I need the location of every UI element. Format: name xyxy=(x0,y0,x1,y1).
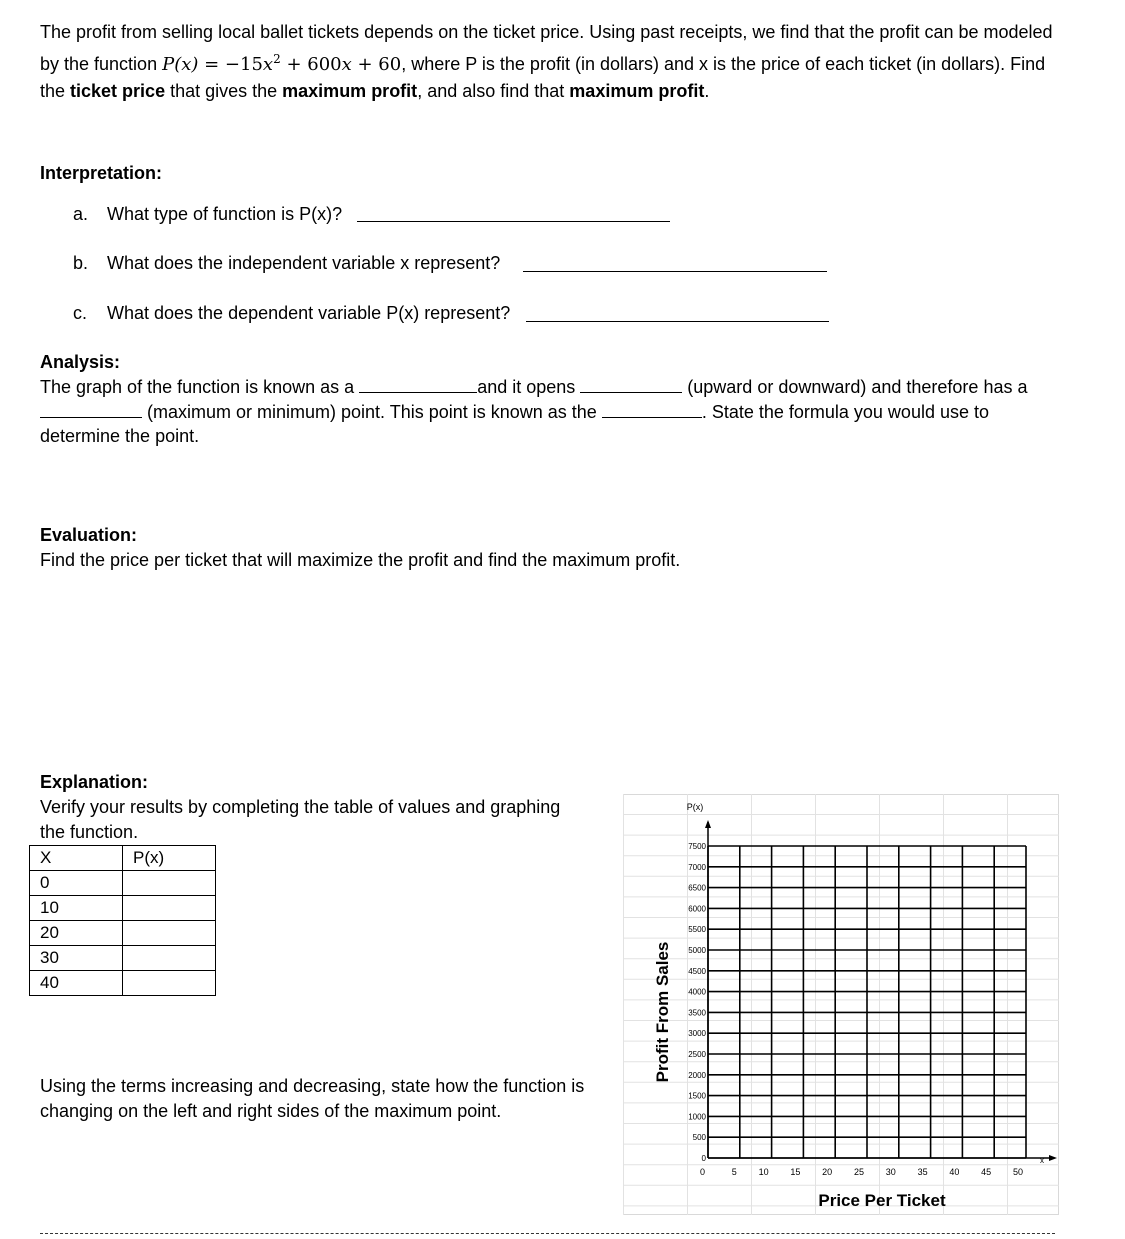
table-cell-x: 0 xyxy=(30,871,123,896)
y-tick-label: 7500 xyxy=(688,842,706,851)
x-tick-label: 50 xyxy=(1012,1167,1023,1177)
y-tick-label: 4000 xyxy=(688,987,706,997)
y-tick-label: 3000 xyxy=(688,1029,706,1039)
analysis-heading: Analysis: xyxy=(40,352,121,372)
table-row xyxy=(30,871,216,896)
y-tick-label: 7000 xyxy=(688,862,706,872)
table-row xyxy=(30,946,216,971)
chart-frame xyxy=(624,795,1059,1215)
question-increasing-2: changing on the left and right sides of the maximum point. xyxy=(40,1101,502,1121)
table-header-x: X xyxy=(30,846,123,871)
y-tick-label: 3500 xyxy=(688,1008,706,1018)
x-tick-label: 45 xyxy=(981,1167,992,1177)
blank-graph-name[interactable] xyxy=(359,378,477,393)
y-tick-label: 6500 xyxy=(688,883,706,893)
item-b-letter: b. xyxy=(73,253,89,273)
y-tick-label: 500 xyxy=(692,1133,706,1143)
y-tick-label: 1000 xyxy=(688,1112,706,1122)
item-a-letter: a. xyxy=(73,204,89,224)
item-c-letter: c. xyxy=(73,303,88,323)
evaluation-heading: Evaluation: xyxy=(40,525,138,545)
blank-opens[interactable] xyxy=(580,378,682,393)
y-axis-title: Profit From Sales xyxy=(653,941,672,1083)
table-cell-x: 10 xyxy=(30,896,123,921)
x-tick-label: 30 xyxy=(885,1167,896,1177)
y-tick-label: 4500 xyxy=(688,966,706,976)
x-tick-label: 15 xyxy=(790,1167,801,1177)
item-a-question: What type of function is P(x)? xyxy=(107,204,343,224)
table-header-px: P(x) xyxy=(123,846,216,871)
y-tick-label: 1500 xyxy=(688,1091,706,1101)
table-cell-px[interactable] xyxy=(123,946,216,971)
x-tick-label: 10 xyxy=(758,1167,769,1177)
item-c-question: What does the dependent variable P(x) represent? xyxy=(107,303,511,323)
item-b-question: What does the independent variable x represent? xyxy=(107,253,501,273)
table-cell-x: 20 xyxy=(30,921,123,946)
table-row xyxy=(30,921,216,946)
analysis-line-2: (maximum or minimum) point. This point is known as the . State the formula you would use to xyxy=(40,399,989,425)
x-tick-label: 35 xyxy=(917,1167,928,1177)
y-tick-label: 6000 xyxy=(688,904,706,914)
answer-line-b[interactable] xyxy=(523,257,827,272)
question-increasing-1: Using the terms increasing and decreasing, state how the function is xyxy=(40,1076,585,1096)
x-tick-label: 0 xyxy=(699,1167,705,1177)
table-cell-px[interactable] xyxy=(123,971,216,996)
answer-line-a[interactable] xyxy=(357,207,670,222)
explanation-line-1: Verify your results by completing the table of values and graphing xyxy=(40,797,561,817)
y-tick-label: 5500 xyxy=(688,925,706,935)
graph-grid-chart xyxy=(623,794,1059,1215)
problem-statement: The profit from selling local ballet tickets depends on the ticket price. Using past receipts, we find that the profit can be modeled by the function $P(x) = -15x^2 + 600x + 60$, where P is the profit (in dollars) and x is the price of each ticket (in dollars). Find the ticket price that gives the maximum profit, and also find that maximum profit. xyxy=(40,22,1053,101)
table-row xyxy=(30,971,216,996)
table-cell-x: 40 xyxy=(30,971,123,996)
x-tick-label: 25 xyxy=(853,1167,864,1177)
y-tick-label: 0 xyxy=(701,1154,706,1163)
x-tick-label: 5 xyxy=(731,1167,737,1177)
y-axis-top-label: P(x) xyxy=(686,802,704,812)
x-tick-label: 20 xyxy=(822,1167,833,1177)
table-row xyxy=(30,896,216,921)
table-cell-x: 30 xyxy=(30,946,123,971)
table-of-values xyxy=(29,845,216,996)
y-tick-label: 2000 xyxy=(688,1070,706,1080)
explanation-heading: Explanation: xyxy=(40,772,149,792)
explanation-line-2: the function. xyxy=(40,822,139,842)
table-cell-px[interactable] xyxy=(123,871,216,896)
answer-line-c[interactable] xyxy=(526,307,829,322)
x-axis-title: Price Per Ticket xyxy=(818,1191,946,1210)
page-divider xyxy=(40,1233,1055,1234)
blank-point-name[interactable] xyxy=(602,403,702,418)
blank-max-min[interactable] xyxy=(40,403,142,418)
x-axis-end-label: x xyxy=(1040,1156,1044,1165)
formula-lhs: P(x) xyxy=(162,54,199,75)
interpretation-heading: Interpretation: xyxy=(40,163,163,183)
y-tick-label: 5000 xyxy=(688,946,706,955)
table-header-row xyxy=(30,846,216,871)
analysis-line-1: The graph of the function is known as a and it opens (upward or downward) and therefore has a xyxy=(40,377,1028,397)
analysis-line-3: determine the point. xyxy=(40,426,200,446)
table-cell-px[interactable] xyxy=(123,921,216,946)
y-tick-label: 2500 xyxy=(688,1050,706,1059)
evaluation-text: Find the price per ticket that will maximize the profit and find the maximum profit. xyxy=(40,550,681,570)
x-tick-label: 40 xyxy=(949,1167,960,1177)
table-cell-px[interactable] xyxy=(123,896,216,921)
